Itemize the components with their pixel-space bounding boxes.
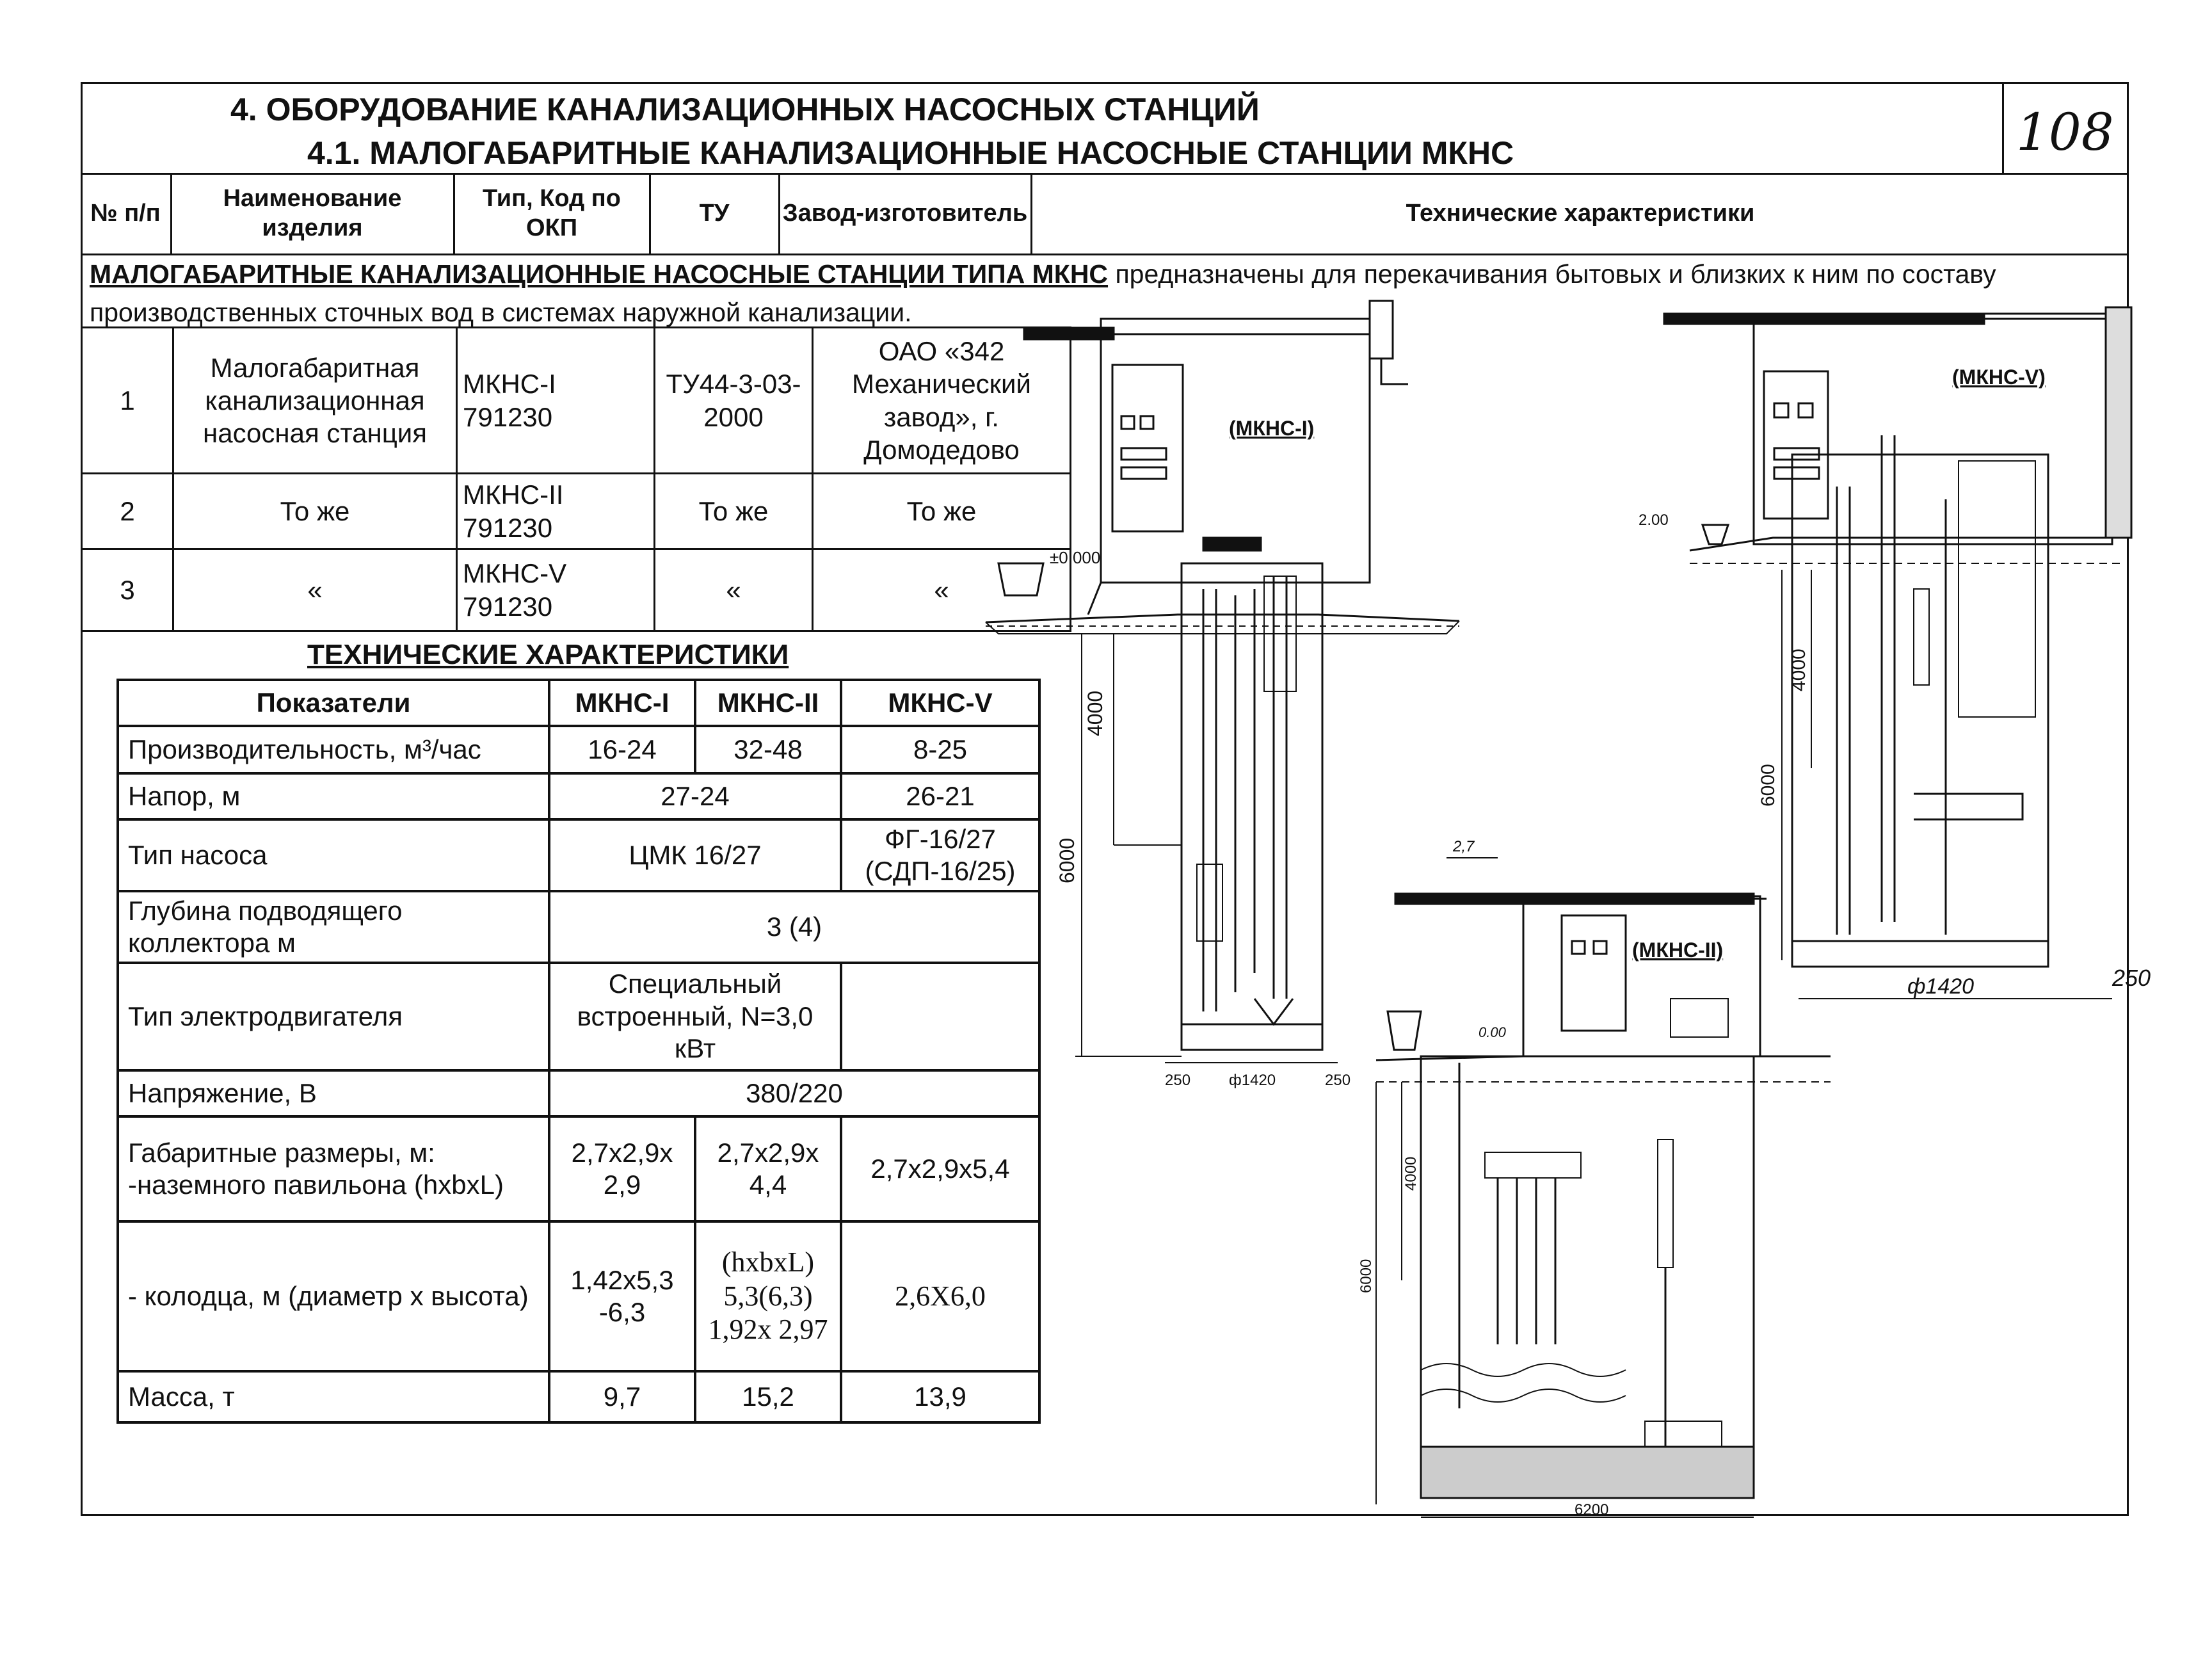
spec-label: Напор, м — [118, 773, 549, 819]
mkns5-dim: 250 — [2112, 965, 2151, 991]
mkns1-dim: ф1420 — [1229, 1072, 1276, 1089]
spec-label: Глубина подводящего коллектора м — [118, 891, 549, 963]
spec-value: 15,2 — [695, 1371, 841, 1422]
mkns5-label: (МКНС-V) — [1952, 366, 2046, 389]
col-name-header: Наименование изделия — [223, 185, 402, 241]
spec-label: Напряжение, В — [118, 1070, 549, 1116]
col-maker-header: Завод-изготовитель — [782, 200, 1028, 227]
intro-heading: МАЛОГАБАРИТНЫЕ КАНАЛИЗАЦИОННЫЕ НАСОСНЫЕ СТАНЦИИ ТИПА МКНС — [90, 259, 1109, 289]
spec-header: МКНС-I — [549, 680, 695, 726]
mkns1-ground — [986, 615, 1459, 622]
product-maker: То же — [813, 474, 1071, 549]
product-maker: « — [813, 549, 1071, 631]
product-type: МКНС-I 791230 — [457, 328, 655, 474]
mkns1-dim: 4000 — [1084, 690, 1107, 736]
spec-title: ТЕХНИЧЕСКИЕ ХАРАКТЕРИСТИКИ — [307, 639, 789, 670]
product-type: МКНС-V 791230 — [457, 549, 655, 631]
mkns1-dim: ±0.000 — [1050, 548, 1101, 567]
spec-value: Специальный встроенный, N=3,0 кВт — [549, 963, 841, 1070]
spec-value: ЦМК 16/27 — [549, 819, 841, 891]
spec-value: 2,7x2,9x 2,9 — [549, 1116, 695, 1221]
mkns2-dim: 6000 — [1358, 1259, 1375, 1293]
spec-label: Производительность, м³/час — [118, 726, 549, 773]
spec-value: 9,7 — [549, 1371, 695, 1422]
spec-label: Тип насоса — [118, 819, 549, 891]
product-name: То же — [173, 474, 457, 549]
spec-value: (hxbxL) 5,3(6,3) 1,92x 2,97 — [695, 1221, 841, 1371]
spec-value: 16-24 — [549, 726, 695, 773]
mkns5-dim: 4000 — [1788, 648, 1809, 691]
col-num-header: № п/п — [90, 200, 161, 227]
col-type-header: Тип, Код по ОКП — [483, 185, 621, 241]
mkns2-dim: 6200 — [1575, 1501, 1609, 1518]
mkns2-drawing — [1376, 858, 1831, 1517]
intro-text: предназначены для перекачивания бытовых и близких к ним по составу производственных сточных вод в системах наружной канализации. — [90, 259, 1996, 327]
mkns1-dim: 6000 — [1055, 837, 1078, 883]
product-maker: ОАО «342 Механический завод», г. Домодедово — [813, 328, 1071, 474]
section-title: 4. ОБОРУДОВАНИЕ КАНАЛИЗАЦИОННЫХ НАСОСНЫХ СТАНЦИЙ — [230, 92, 1260, 127]
spec-value: ФГ-16/27 (СДП-16/25) — [841, 819, 1039, 891]
mkns2-label: (МКНС-II) — [1632, 938, 1724, 962]
spec-header: МКНС-V — [841, 680, 1039, 726]
product-num: 1 — [82, 328, 173, 474]
page-number: 108 — [2016, 102, 2114, 162]
product-tu: То же — [655, 474, 813, 549]
mkns5-cabinet — [1764, 371, 1828, 519]
mkns2-well — [1421, 1056, 1754, 1498]
product-tu: ТУ44-3-03-2000 — [655, 328, 813, 474]
spec-header: Показатели — [118, 680, 549, 726]
mkns2-dim: 2,7 — [1453, 838, 1475, 855]
spec-label: Масса, т — [118, 1371, 549, 1422]
mkns1-label: (МКНС-I) — [1229, 417, 1315, 440]
mkns5-pavilion — [1754, 314, 2112, 544]
mkns5-dim: 6000 — [1758, 764, 1779, 807]
mkns2-pavilion — [1523, 896, 1760, 1056]
mkns2-dim: 0.00 — [1479, 1024, 1506, 1040]
product-name: Малогабаритная канализационная насосная станция — [173, 328, 457, 474]
spec-value: 2,7x2,9x5,4 — [841, 1116, 1039, 1221]
spec-value: 13,9 — [841, 1371, 1039, 1422]
mkns5-dim: ф1420 — [1907, 974, 1975, 999]
spec-value: 2,6X6,0 — [841, 1221, 1039, 1371]
product-type: МКНС-II 791230 — [457, 474, 655, 549]
subsection-title: 4.1. МАЛОГАБАРИТНЫЕ КАНАЛИЗАЦИОННЫЕ НАСОСНЫЕ СТАНЦИИ МКНС — [307, 135, 1514, 171]
mkns2-cabinet — [1562, 915, 1626, 1031]
mkns5-dim: 2.00 — [1639, 511, 1669, 529]
mkns1-dim: 250 — [1325, 1072, 1351, 1089]
spec-label: Габаритные размеры, м: -наземного павильона (hxbxL) — [118, 1116, 549, 1221]
spec-value: 27-24 — [549, 773, 841, 819]
spec-value: 26-21 — [841, 773, 1039, 819]
spec-value: 8-25 — [841, 726, 1039, 773]
mkns5-well — [1792, 455, 2048, 967]
spec-value: 380/220 — [549, 1070, 1039, 1116]
spec-value: 3 (4) — [549, 891, 1039, 963]
spec-label: - колодца, м (диаметр x высота) — [118, 1221, 549, 1371]
spec-header: МКНС-II — [695, 680, 841, 726]
product-num: 3 — [82, 549, 173, 631]
product-num: 2 — [82, 474, 173, 549]
mkns2-dim: 4000 — [1402, 1156, 1420, 1191]
col-tu-header: ТУ — [699, 200, 730, 227]
mkns1-dim: 250 — [1165, 1072, 1191, 1089]
spec-label: Тип электродвигателя — [118, 963, 549, 1070]
spec-value: 2,7x2,9x 4,4 — [695, 1116, 841, 1221]
product-tu: « — [655, 549, 813, 631]
mkns1-drawing — [986, 301, 1459, 1063]
spec-value: 32-48 — [695, 726, 841, 773]
product-name: « — [173, 549, 457, 631]
col-tech-header: Технические характеристики — [1406, 200, 1755, 227]
spec-value: 1,42x5,3 -6,3 — [549, 1221, 695, 1371]
